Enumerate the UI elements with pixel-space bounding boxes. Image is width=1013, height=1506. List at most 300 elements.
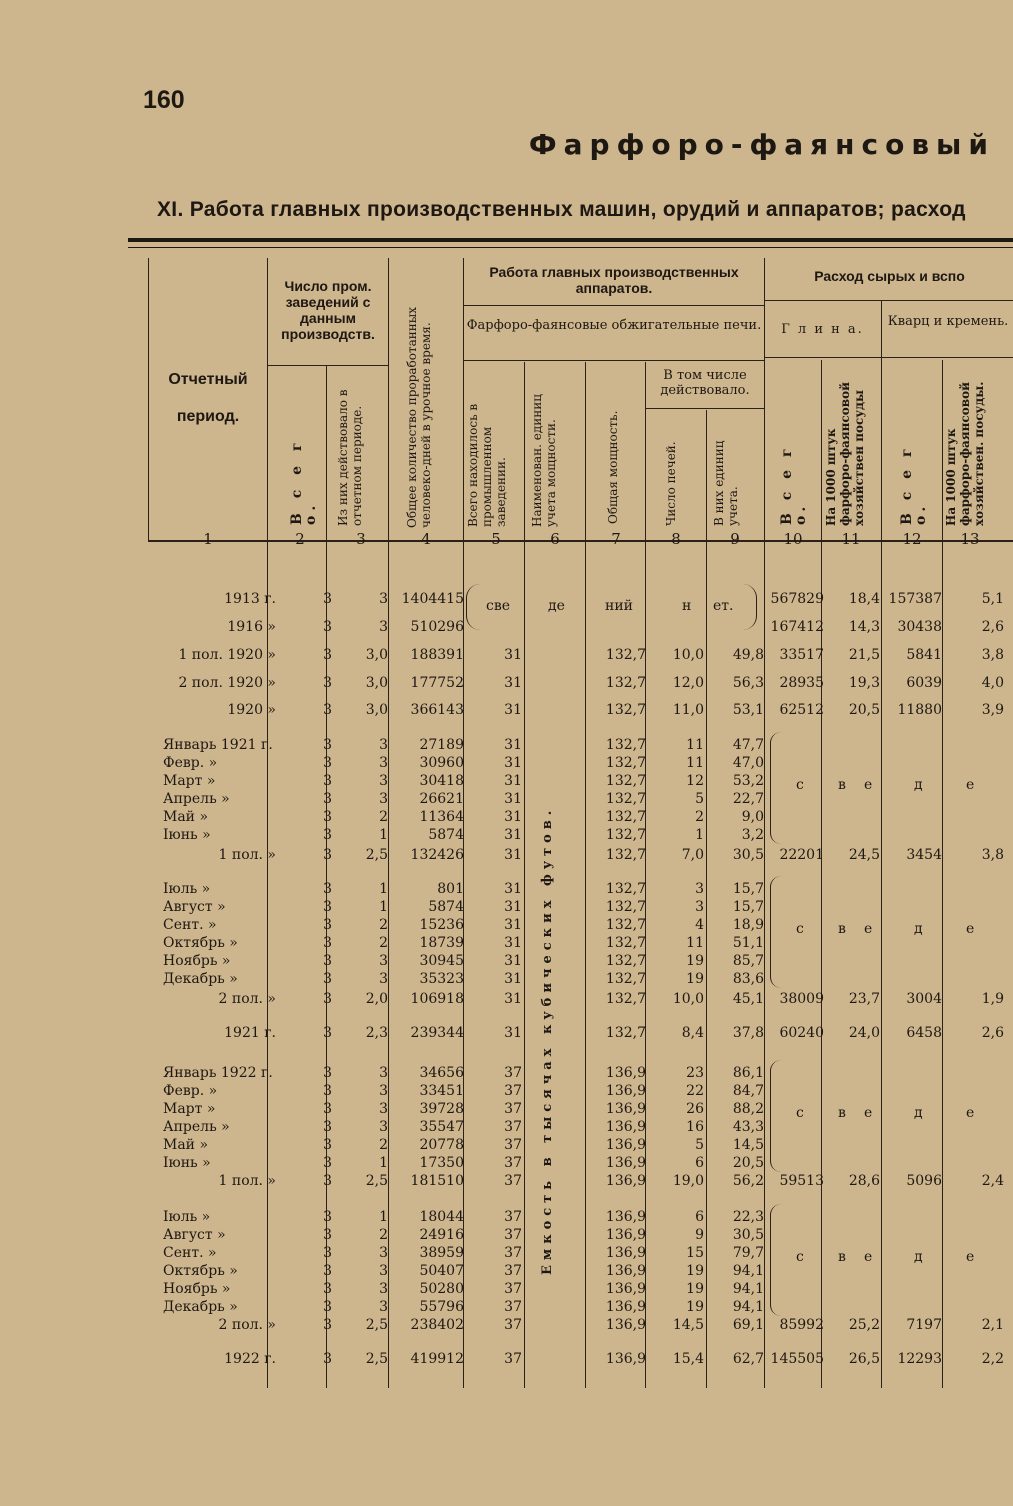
table-row xyxy=(0,646,1013,664)
table-row xyxy=(0,701,1013,719)
header-workdays: Общее количество проработанных человеко-дней в урочное время. xyxy=(405,306,433,528)
table-row xyxy=(0,736,1013,754)
cell-c9: 94,1 xyxy=(732,1263,764,1279)
grid-line xyxy=(764,300,1013,301)
column-number: 9 xyxy=(730,530,740,548)
cell-c3: 3 xyxy=(379,755,388,771)
cell-c5: 31 xyxy=(504,675,522,691)
header-clay: Г л и н а. xyxy=(781,322,864,337)
cell-c8: 3 xyxy=(695,881,704,897)
cell-c13: 3,8 xyxy=(981,647,1004,663)
cell-c4: 106918 xyxy=(410,991,464,1007)
column-number: 8 xyxy=(671,530,681,548)
cell-c2: 3 xyxy=(323,1281,332,1297)
header-period: Отчетный период. xyxy=(168,371,248,425)
cell-c4: 33451 xyxy=(419,1083,464,1099)
cell-c7: 132,7 xyxy=(605,881,646,897)
cell-c3: 3 xyxy=(379,1119,388,1135)
cell-c5: 31 xyxy=(504,917,522,933)
table-row xyxy=(0,1244,1013,1262)
header-quartz: Кварц и кремень. xyxy=(887,314,1009,329)
row-label: Іюль » xyxy=(163,881,211,897)
cell-c9: 86,1 xyxy=(732,1065,764,1081)
cell-c7: 136,9 xyxy=(605,1101,646,1117)
cell-c4: 30945 xyxy=(419,953,464,969)
cell-c8: 26 xyxy=(686,1101,704,1117)
cell-c8: 11 xyxy=(686,755,704,771)
cell-c11: 25,2 xyxy=(848,1317,880,1333)
cell-c2: 3 xyxy=(323,881,332,897)
cell-c5: 31 xyxy=(504,1025,522,1041)
cell-c2: 3 xyxy=(323,1155,332,1171)
cell-c10: 59513 xyxy=(779,1173,824,1189)
cell-c3: 2 xyxy=(379,809,388,825)
cell-c3: 1 xyxy=(379,899,388,915)
table-row xyxy=(0,1350,1013,1368)
header-total: В с е г о. xyxy=(289,437,319,525)
column-number: 13 xyxy=(960,530,980,548)
cell-c10: 145505 xyxy=(770,1351,824,1367)
cell-c4: 238402 xyxy=(410,1317,464,1333)
cell-c3: 3 xyxy=(379,619,388,635)
cell-c10: 38009 xyxy=(779,991,824,1007)
cell-c2: 3 xyxy=(323,647,332,663)
row-label: 1921 г. xyxy=(224,1025,276,1041)
cell-c3: 3 xyxy=(379,791,388,807)
cell-c2: 3 xyxy=(323,675,332,691)
cell-c4: 11364 xyxy=(419,809,464,825)
table-row xyxy=(0,1316,1013,1334)
no-data-letter: с xyxy=(796,921,804,937)
cell-c3: 2 xyxy=(379,1137,388,1153)
cell-c4: 35323 xyxy=(419,971,464,987)
no-data-letter: е xyxy=(864,1249,873,1265)
cell-c3: 3 xyxy=(379,737,388,753)
cell-c8: 6 xyxy=(695,1155,704,1171)
cell-c4: 34656 xyxy=(419,1065,464,1081)
cell-c2: 3 xyxy=(323,1263,332,1279)
cell-c2: 3 xyxy=(323,953,332,969)
row-label: 1 пол. » xyxy=(218,847,276,863)
cell-c12: 12293 xyxy=(897,1351,942,1367)
table-row xyxy=(0,934,1013,952)
cell-c10: 567829 xyxy=(770,591,824,607)
top-rule xyxy=(128,238,1013,242)
cell-c7: 136,9 xyxy=(605,1263,646,1279)
no-data-letter: с xyxy=(796,1105,804,1121)
cell-c7: 132,7 xyxy=(605,847,646,863)
grid-line xyxy=(463,305,764,306)
cell-c5: 37 xyxy=(504,1119,522,1135)
cell-c9: 53,2 xyxy=(732,773,764,789)
cell-c3: 3 xyxy=(379,1299,388,1315)
cell-c3: 3 xyxy=(379,773,388,789)
cell-c5: 31 xyxy=(504,791,522,807)
cell-c7: 136,9 xyxy=(605,1281,646,1297)
cell-c12: 5841 xyxy=(906,647,942,663)
cell-c5: 31 xyxy=(504,935,522,951)
cell-c13: 1,9 xyxy=(981,991,1004,1007)
cell-c5: 37 xyxy=(504,1245,522,1261)
cell-c3: 2 xyxy=(379,935,388,951)
cell-c8: 10,0 xyxy=(672,647,704,663)
header-units: В них единиц учета. xyxy=(712,440,740,526)
cell-c8: 19 xyxy=(686,1299,704,1315)
cell-c8: 19 xyxy=(686,1263,704,1279)
cell-c9: 45,1 xyxy=(732,991,764,1007)
cell-c12: 3454 xyxy=(906,847,942,863)
no-data-letter: с xyxy=(796,1249,804,1265)
cell-c9: 20,5 xyxy=(732,1155,764,1171)
cell-c11: 24,0 xyxy=(848,1025,880,1041)
cell-c8: 11 xyxy=(686,737,704,753)
cell-c9: 47,7 xyxy=(732,737,764,753)
cell-c11: 23,7 xyxy=(848,991,880,1007)
cell-c2: 3 xyxy=(323,971,332,987)
table-row xyxy=(0,808,1013,826)
cell-c8: 3 xyxy=(695,899,704,915)
cell-c3: 2 xyxy=(379,1227,388,1243)
cell-c5: 31 xyxy=(504,809,522,825)
cell-c10: 33517 xyxy=(779,647,824,663)
column-number: 11 xyxy=(841,530,861,548)
cell-c9: 14,5 xyxy=(732,1137,764,1153)
cell-c11: 18,4 xyxy=(848,591,880,607)
header-capacity-total: Общая мощность. xyxy=(606,410,620,524)
cell-c4: 26621 xyxy=(419,791,464,807)
cell-c5: 31 xyxy=(504,827,522,843)
cell-c4: 15236 xyxy=(419,917,464,933)
cell-c7: 132,7 xyxy=(605,917,646,933)
cell-c4: 181510 xyxy=(410,1173,464,1189)
cell-c2: 3 xyxy=(323,1137,332,1153)
cell-c8: 7,0 xyxy=(681,847,704,863)
cell-c7: 136,9 xyxy=(605,1119,646,1135)
cell-c3: 3,0 xyxy=(365,675,388,691)
cell-c10: 28935 xyxy=(779,675,824,691)
cell-c9: 43,3 xyxy=(732,1119,764,1135)
table-row xyxy=(0,970,1013,988)
no-data-letter: д xyxy=(914,777,923,793)
cell-c5: 31 xyxy=(504,899,522,915)
row-label: 1913 г. xyxy=(224,591,276,607)
row-label: Сент. » xyxy=(163,917,217,933)
missing-data-word: све xyxy=(486,598,511,614)
cell-c2: 3 xyxy=(323,1299,332,1315)
table-row xyxy=(0,952,1013,970)
cell-c4: 5874 xyxy=(428,827,464,843)
cell-c7: 132,7 xyxy=(605,737,646,753)
cell-c5: 37 xyxy=(504,1317,522,1333)
cell-c7: 136,9 xyxy=(605,1245,646,1261)
cell-c3: 2,5 xyxy=(365,847,388,863)
no-data-letter: е xyxy=(864,1105,873,1121)
table-row xyxy=(0,1172,1013,1190)
header-quartz-total: В с е г о. xyxy=(899,444,929,525)
cell-c11: 19,3 xyxy=(848,675,880,691)
cell-c5: 37 xyxy=(504,1351,522,1367)
cell-c7: 132,7 xyxy=(605,953,646,969)
no-data-letter: в xyxy=(838,777,846,793)
cell-c2: 3 xyxy=(323,991,332,1007)
cell-c8: 16 xyxy=(686,1119,704,1135)
row-label: Март » xyxy=(163,773,216,789)
cell-c9: 30,5 xyxy=(732,847,764,863)
cell-c11: 28,6 xyxy=(848,1173,880,1189)
cell-c5: 31 xyxy=(504,953,522,969)
cell-c5: 37 xyxy=(504,1065,522,1081)
cell-c4: 132426 xyxy=(410,847,464,863)
cell-c2: 3 xyxy=(323,1065,332,1081)
cell-c5: 37 xyxy=(504,1263,522,1279)
no-data-letter: в xyxy=(838,1249,846,1265)
table-row xyxy=(0,1118,1013,1136)
brace xyxy=(770,876,781,988)
cell-c9: 15,7 xyxy=(732,899,764,915)
cell-c4: 239344 xyxy=(410,1025,464,1041)
cell-c13: 2,2 xyxy=(981,1351,1004,1367)
cell-c7: 132,7 xyxy=(605,773,646,789)
cell-c11: 20,5 xyxy=(848,702,880,718)
cell-c8: 1 xyxy=(695,827,704,843)
cell-c3: 3,0 xyxy=(365,647,388,663)
cell-c13: 3,8 xyxy=(981,847,1004,863)
cell-c2: 3 xyxy=(323,1245,332,1261)
row-label: Апрель » xyxy=(163,1119,230,1135)
cell-c4: 5874 xyxy=(428,899,464,915)
cell-c12: 6039 xyxy=(906,675,942,691)
cell-c7: 132,7 xyxy=(605,675,646,691)
cell-c7: 136,9 xyxy=(605,1155,646,1171)
table-row xyxy=(0,618,1013,636)
row-label: 1920 » xyxy=(227,702,276,718)
cell-c9: 53,1 xyxy=(732,702,764,718)
table-row xyxy=(0,1136,1013,1154)
table-row xyxy=(0,790,1013,808)
cell-c3: 2,5 xyxy=(365,1317,388,1333)
cell-c9: 47,0 xyxy=(732,755,764,771)
cell-c9: 22,3 xyxy=(732,1209,764,1225)
cell-c3: 1 xyxy=(379,827,388,843)
cell-c12: 3004 xyxy=(906,991,942,1007)
column-number: 1 xyxy=(203,530,213,548)
no-data-letter: с xyxy=(796,777,804,793)
cell-c3: 3 xyxy=(379,1245,388,1261)
page-number: 160 xyxy=(143,86,185,114)
cell-c2: 3 xyxy=(323,791,332,807)
missing-data-word: де xyxy=(548,598,565,614)
header-quartz-per1000: На 1000 штук фарфоро-фаянсовой хозяйствен. посуды. xyxy=(944,381,986,526)
table-row xyxy=(0,1226,1013,1244)
cell-c3: 2,3 xyxy=(365,1025,388,1041)
row-label: Май » xyxy=(163,809,209,825)
row-label: 2 пол. » xyxy=(218,1317,276,1333)
cell-c2: 3 xyxy=(323,809,332,825)
cell-c8: 10,0 xyxy=(672,991,704,1007)
table-row xyxy=(0,990,1013,1008)
cell-c4: 50407 xyxy=(419,1263,464,1279)
row-label: Февр. » xyxy=(163,755,218,771)
table-row xyxy=(0,1082,1013,1100)
top-rule-thin xyxy=(128,247,1013,248)
cell-c12: 30438 xyxy=(897,619,942,635)
cell-c7: 136,9 xyxy=(605,1209,646,1225)
table-row xyxy=(0,1280,1013,1298)
cell-c5: 31 xyxy=(504,737,522,753)
no-data-letter: в xyxy=(838,921,846,937)
no-data-letter: е xyxy=(864,921,873,937)
column-number: 4 xyxy=(421,530,431,548)
row-label: Іюнь » xyxy=(163,1155,211,1171)
header-main-apparatus: Работа главных производственных аппаратов. xyxy=(489,264,739,296)
cell-c7: 132,7 xyxy=(605,991,646,1007)
cell-c2: 3 xyxy=(323,1101,332,1117)
cell-c3: 3 xyxy=(379,1263,388,1279)
table-row xyxy=(0,590,1013,608)
missing-data-word: ет. xyxy=(713,598,734,614)
header-clay-total: В с е г о. xyxy=(779,444,809,525)
row-label: Ноябрь » xyxy=(163,953,231,969)
cell-c9: 62,7 xyxy=(732,1351,764,1367)
cell-c10: 22201 xyxy=(779,847,824,863)
table-row xyxy=(0,674,1013,692)
cell-c7: 136,9 xyxy=(605,1065,646,1081)
cell-c4: 1404415 xyxy=(401,591,464,607)
cell-c4: 366143 xyxy=(410,702,464,718)
no-data-letter: е xyxy=(966,1249,975,1265)
cell-c3: 3 xyxy=(379,1083,388,1099)
brace xyxy=(770,1204,781,1316)
cell-c12: 5096 xyxy=(906,1173,942,1189)
cell-c7: 136,9 xyxy=(605,1299,646,1315)
row-label: Январь 1921 г. xyxy=(163,737,273,753)
row-label: Октябрь » xyxy=(163,1263,238,1279)
no-data-letter: е xyxy=(966,1105,975,1121)
row-label: Декабрь » xyxy=(163,971,238,987)
row-label: Март » xyxy=(163,1101,216,1117)
cell-c4: 30960 xyxy=(419,755,464,771)
table-row xyxy=(0,1154,1013,1172)
header-clay-per1000: На 1000 штук фарфоро-фаянсовой хозяйствен посуды xyxy=(824,382,866,526)
cell-c5: 37 xyxy=(504,1137,522,1153)
cell-c11: 21,5 xyxy=(848,647,880,663)
grid-line xyxy=(148,258,149,540)
column-number: 2 xyxy=(295,530,305,548)
cell-c7: 136,9 xyxy=(605,1227,646,1243)
cell-c4: 24916 xyxy=(419,1227,464,1243)
cell-c4: 35547 xyxy=(419,1119,464,1135)
cell-c3: 3 xyxy=(379,1065,388,1081)
cell-c7: 132,7 xyxy=(605,827,646,843)
cell-c7: 136,9 xyxy=(605,1173,646,1189)
cell-c3: 3 xyxy=(379,1281,388,1297)
cell-c2: 3 xyxy=(323,847,332,863)
cell-c8: 15,4 xyxy=(672,1351,704,1367)
cell-c13: 2,6 xyxy=(981,1025,1004,1041)
cell-c2: 3 xyxy=(323,1025,332,1041)
header-kilns-total: Всего находилось в промышленном заведении. xyxy=(466,403,508,527)
cell-c5: 31 xyxy=(504,847,522,863)
cell-c5: 31 xyxy=(504,647,522,663)
row-label: Ноябрь » xyxy=(163,1281,231,1297)
cell-c7: 132,7 xyxy=(605,791,646,807)
header-capacity-unit: Наименован. единиц учета мощности. xyxy=(530,393,558,527)
cell-c7: 136,9 xyxy=(605,1351,646,1367)
running-head: Фарфоро-фаянсовый xyxy=(528,128,995,161)
cell-c4: 39728 xyxy=(419,1101,464,1117)
cell-c9: 3,2 xyxy=(741,827,764,843)
cell-c5: 37 xyxy=(504,1173,522,1189)
cell-c3: 3,0 xyxy=(365,702,388,718)
column-number: 5 xyxy=(491,530,501,548)
cell-c5: 37 xyxy=(504,1281,522,1297)
cell-c9: 69,1 xyxy=(732,1317,764,1333)
grid-line xyxy=(645,408,764,409)
missing-data-word: н xyxy=(682,598,692,614)
cell-c12: 6458 xyxy=(906,1025,942,1041)
cell-c8: 6 xyxy=(695,1209,704,1225)
cell-c7: 132,7 xyxy=(605,971,646,987)
cell-c9: 56,3 xyxy=(732,675,764,691)
row-label: 1916 » xyxy=(227,619,276,635)
table-row xyxy=(0,826,1013,844)
cell-c13: 4,0 xyxy=(981,675,1004,691)
header-num-kilns: Число печей. xyxy=(664,441,678,526)
brace xyxy=(770,732,781,844)
no-data-letter: д xyxy=(914,1249,923,1265)
cell-c8: 11,0 xyxy=(672,702,704,718)
cell-c2: 3 xyxy=(323,899,332,915)
cell-c8: 23 xyxy=(686,1065,704,1081)
cell-c4: 20778 xyxy=(419,1137,464,1153)
cell-c11: 26,5 xyxy=(848,1351,880,1367)
no-data-letter: е xyxy=(864,777,873,793)
row-label: Апрель » xyxy=(163,791,230,807)
row-label: Сент. » xyxy=(163,1245,217,1261)
cell-c2: 3 xyxy=(323,827,332,843)
cell-c7: 132,7 xyxy=(605,935,646,951)
cell-c5: 31 xyxy=(504,881,522,897)
cell-c4: 38959 xyxy=(419,1245,464,1261)
cell-c3: 3 xyxy=(379,1101,388,1117)
cell-c4: 510296 xyxy=(410,619,464,635)
cell-c2: 3 xyxy=(323,1209,332,1225)
cell-c8: 5 xyxy=(695,1137,704,1153)
cell-c12: 11880 xyxy=(897,702,942,718)
cell-c5: 31 xyxy=(504,971,522,987)
column-number: 6 xyxy=(550,530,560,548)
cell-c11: 24,5 xyxy=(848,847,880,863)
cell-c4: 419912 xyxy=(410,1351,464,1367)
cell-c4: 18739 xyxy=(419,935,464,951)
no-data-letter: е xyxy=(966,921,975,937)
cell-c8: 14,5 xyxy=(672,1317,704,1333)
brace xyxy=(770,1060,781,1172)
cell-c13: 2,4 xyxy=(981,1173,1004,1189)
table-row xyxy=(0,1262,1013,1280)
row-label: 1 пол. » xyxy=(218,1173,276,1189)
table-row xyxy=(0,754,1013,772)
cell-c13: 2,1 xyxy=(981,1317,1004,1333)
grid-line xyxy=(267,365,388,366)
row-label: Февр. » xyxy=(163,1083,218,1099)
cell-c2: 3 xyxy=(323,1119,332,1135)
cell-c9: 49,8 xyxy=(732,647,764,663)
table-row xyxy=(0,1024,1013,1042)
cell-c9: 37,8 xyxy=(732,1025,764,1041)
cell-c9: 85,7 xyxy=(732,953,764,969)
cell-c2: 3 xyxy=(323,737,332,753)
